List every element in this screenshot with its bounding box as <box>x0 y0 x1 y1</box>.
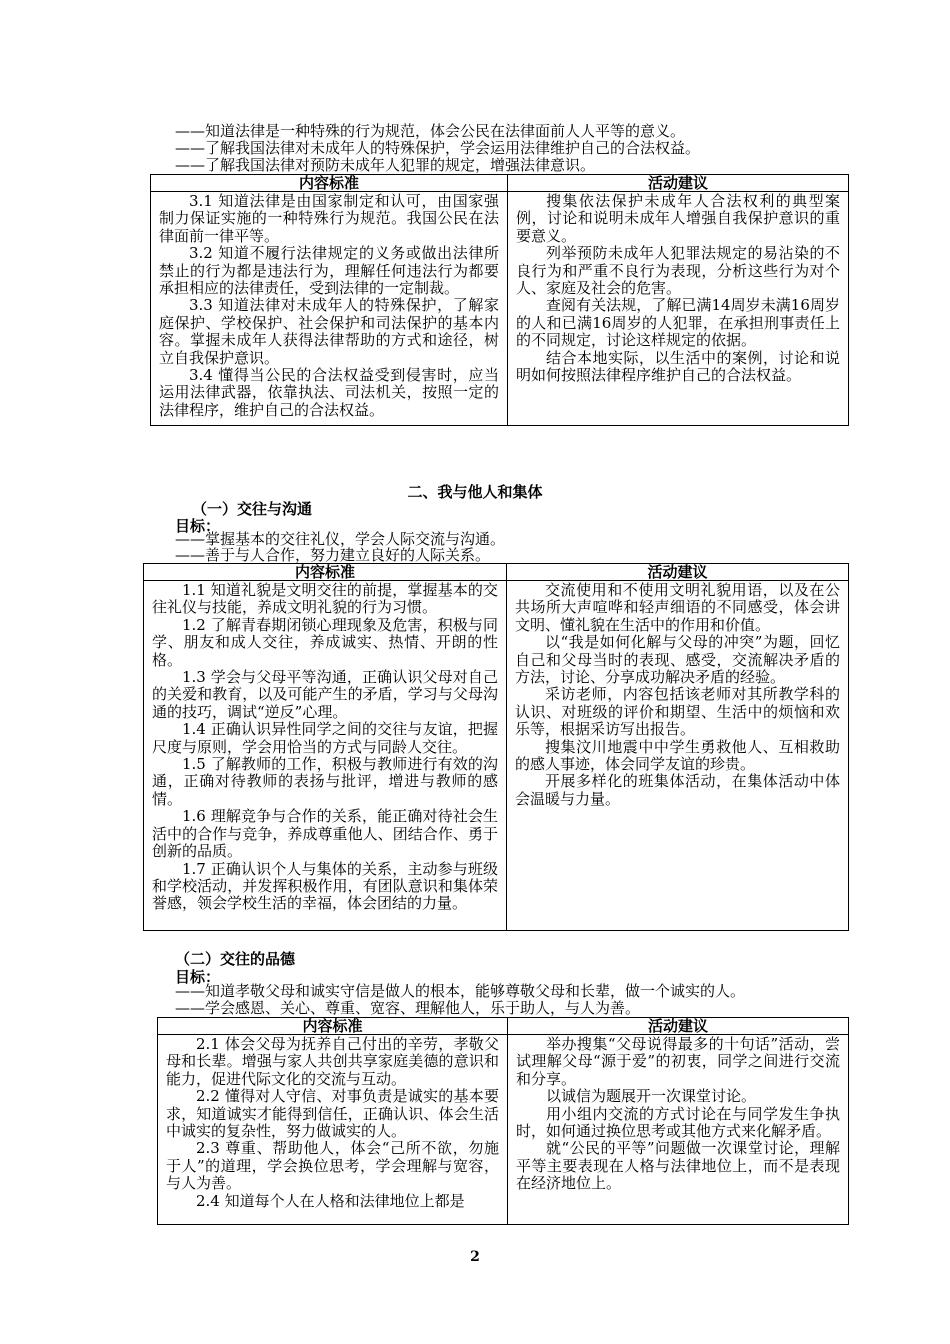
standard-item: 1.5 了解教师的工作，积极与教师进行有效的沟通，正确对待教师的表扬与批评，增进与教师的感情。 <box>152 755 498 808</box>
subsection-title: （二）交往的品德 <box>175 950 296 968</box>
activity-item: 就“公民的平等”问题做一次课堂讨论，理解平等主要表现在人格与法律地位上，而不是表现在经济地位上。 <box>516 1139 840 1193</box>
activity-item: 用小组内交流的方式讨论在与同学发生争执时，如何通过换位思考或其他方式来化解矛盾。 <box>516 1104 840 1141</box>
subsection-title: （一）交往与沟通 <box>192 500 313 518</box>
activity-item: 举办搜集“父母说得最多的十句话”活动，尝试理解父母“源于爱”的初衷，同学之间进行交流和分享。 <box>516 1035 840 1088</box>
goal-line: ——掌握基本的交往礼仪，学会人际交流与沟通。 <box>175 530 506 548</box>
standard-item: 2.4 知道每个人在人格和法律地位上都是 <box>196 1191 465 1210</box>
content-standard-cell <box>158 1035 508 1225</box>
activity-item: 交流使用和不使用文明礼貌用语，以及在公共场所大声喧哗和轻声细语的不同感受，体会讲文明、懂礼貌在生活中的作用和价值。 <box>515 581 840 634</box>
goal-label: 目标： <box>175 968 221 986</box>
goal-line: ——知道法律是一种特殊的行为规范，体会公民在法律面前人人平等的意义。 <box>175 122 686 140</box>
standard-item: 2.2 懂得对人守信、对事负责是诚实的基本要求，知道诚实才能得到信任，正确认识、体会生活中诚实的复杂性，努力做诚实的人。 <box>166 1087 499 1141</box>
standard-item: 1.3 学会与父母平等沟通，正确认识父母对自己的关爱和教育，以及可能产生的矛盾，学习与父母沟通的技巧，调试“逆反”心理。 <box>152 668 498 721</box>
standard-item: 1.4 正确认识异性同学之间的交往与友谊，把握尺度与原则，学会用恰当的方式与同龄人交往。 <box>152 720 498 756</box>
header-activity-suggestion: 活动建议 <box>508 1018 849 1035</box>
standard-item: 2.3 尊重、帮助他人，体会“己所不欲，勿施于人”的道理，学会换位思考，学会理解与宽容，与人为善。 <box>166 1139 499 1193</box>
activity-item: 采访老师，内容包括该老师对其所教学科的认识、对班级的评价和期望、生活中的烦恼和欢乐等，根据采访写出报告。 <box>515 685 840 739</box>
standards-table-communication <box>143 563 849 931</box>
header-content-standard: 内容标准 <box>144 564 507 581</box>
activity-item: 查阅有关法规，了解已满14周岁未满16周岁的人和已满16周岁的人犯罪，在承担刑事责任上的不同规定，讨论这样规定的依据。 <box>516 296 840 350</box>
goal-line: ——了解我国法律对预防未成年人犯罪的规定，增强法律意识。 <box>175 156 596 174</box>
section-title: 二、我与他人和集体 <box>407 483 543 501</box>
standard-item: 1.1 知道礼貌是文明交往的前提，掌握基本的交往礼仪与技能，养成文明礼貌的行为习惯。 <box>152 581 498 617</box>
standards-table-virtue <box>157 1017 849 1225</box>
activity-item: 搜集汶川地震中中学生勇救他人、互相救助的感人事迹，体会同学友谊的珍贵。 <box>515 737 840 774</box>
goal-line: ——知道孝敬父母和诚实守信是做人的根本，能够尊敬父母和长辈，做一个诚实的人。 <box>175 982 746 1000</box>
activity-item: 搜集依法保护未成年人合法权利的典型案例，讨论和说明未成年人增强自我保护意识的重要意义。 <box>516 192 840 245</box>
header-content-standard: 内容标准 <box>151 175 508 192</box>
standard-item: 3.3 知道法律对未成年人的特殊保护，了解家庭保护、学校保护、社会保护和司法保护的基本内容。掌握未成年人获得法律帮助的方式和途径，树立自我保护意识。 <box>159 296 499 367</box>
standard-item: 2.1 体会父母为抚养自己付出的辛劳，孝敬父母和长辈。增强与家人共创共享家庭美德的意识和能力，促进代际文化的交流与互动。 <box>166 1035 499 1088</box>
activity-item: 以诚信为题展开一次课堂讨论。 <box>546 1087 757 1106</box>
content-standard-cell <box>144 581 507 931</box>
standard-item: 1.2 了解青春期闭锁心理现象及危害，积极与同学、朋友和成人交往，养成诚实、热情、开朗的性格。 <box>152 615 498 669</box>
activity-item: 结合本地实际，以生活中的案例，讨论和说明如何按照法律程序维护自己的合法权益。 <box>516 348 840 385</box>
activity-suggestion-cell <box>508 1035 849 1225</box>
activity-item: 开展多样化的班集体活动，在集体活动中体会温暖与力量。 <box>515 772 840 808</box>
standard-item: 1.7 正确认识个人与集体的关系，主动参与班级和学校活动，并发挥积极作用，有团队意识和集体荣誉感，领会学校生活的幸福，体会团结的力量。 <box>152 859 498 913</box>
header-content-standard: 内容标准 <box>158 1018 508 1035</box>
activity-suggestion-cell <box>508 192 849 426</box>
page-number: 2 <box>470 1249 480 1265</box>
goal-line: ——了解我国法律对未成年人的特殊保护，学会运用法律维护自己的合法权益。 <box>175 139 701 157</box>
activity-suggestion-cell <box>507 581 849 931</box>
goal-line: ——善于与人合作，努力建立良好的人际关系。 <box>175 546 491 564</box>
activity-item: 以“我是如何化解与父母的冲突”为题，回忆自己和父母当时的表现、感受，交流解决矛盾的方法，讨论、分享成功解决矛盾的经验。 <box>515 633 840 687</box>
standard-item: 3.2 知道不履行法律规定的义务或做出法律所禁止的行为都是违法行为，理解任何违法行为都要承担相应的法律责任，受到法律的一定制裁。 <box>159 244 499 298</box>
standard-item: 3.4 懂得当公民的合法权益受到侵害时，应当运用法律武器，依靠执法、司法机关，按照一定的法律程序，维护自己的合法权益。 <box>159 366 499 419</box>
content-standard-cell <box>151 192 508 426</box>
standard-item: 3.1 知道法律是由国家制定和认可，由国家强制力保证实施的一种特殊行为规范。我国公民在法律面前一律平等。 <box>159 192 499 245</box>
goal-label: 目标： <box>175 517 221 535</box>
activity-item: 列举预防未成年人犯罪法规定的易沾染的不良行为和严重不良行为表现，分析这些行为对个人、家庭及社会的危害。 <box>516 244 840 298</box>
standards-table-law <box>150 174 849 426</box>
header-activity-suggestion: 活动建议 <box>507 564 849 581</box>
goal-line: ——学会感恩、关心、尊重、宽容、理解他人，乐于助人，与人为善。 <box>175 999 641 1017</box>
standard-item: 1.6 理解竞争与合作的关系，能正确对待社会生活中的合作与竞争，养成尊重他人、团结合作、勇于创新的品质。 <box>152 807 498 861</box>
header-activity-suggestion: 活动建议 <box>508 175 849 192</box>
